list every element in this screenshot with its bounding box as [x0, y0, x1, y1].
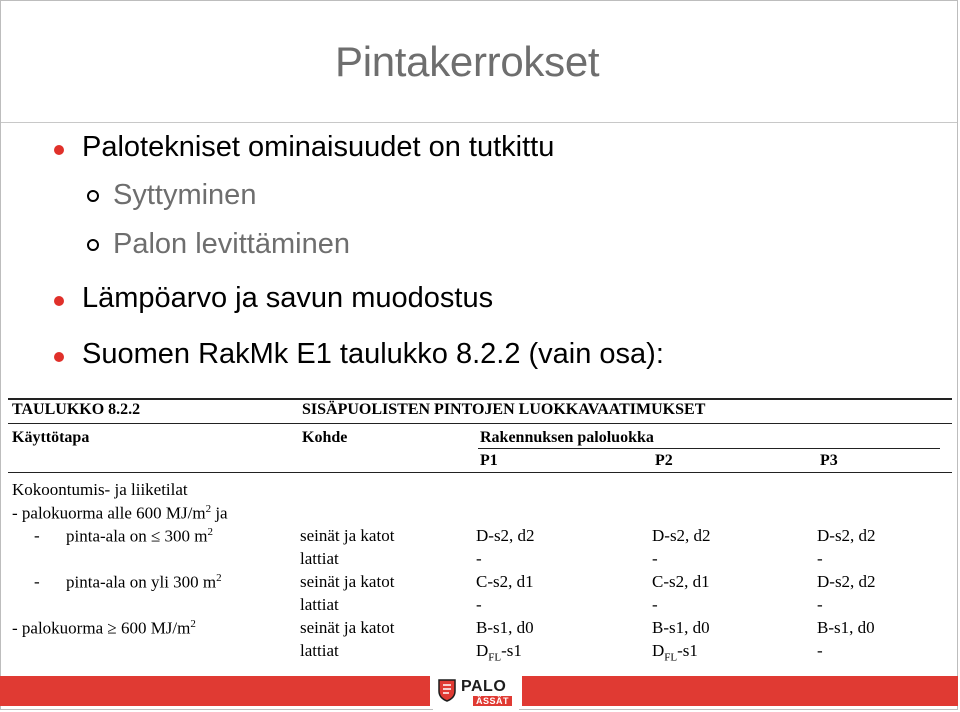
brand-name: PALO: [461, 678, 507, 695]
header-bottom-rule: [8, 472, 952, 473]
row-label: pinta-ala on yli 300 $m^2$: [66, 572, 222, 592]
footer-bar-right: [522, 676, 958, 706]
cell-value: -: [652, 595, 658, 614]
cell-value: -: [817, 595, 823, 614]
brand-subname: ÄSSÄT: [473, 696, 512, 706]
group-label: Kokoontumis- ja liiketilat: [12, 480, 188, 499]
row-label: - palokuorma ≥ 600 $MJ/m^2$: [12, 618, 196, 638]
cell-value: -: [817, 549, 823, 568]
cell-value: -: [476, 549, 482, 568]
cell-target: lattiat: [300, 641, 339, 660]
header-class-p3: P3: [820, 452, 838, 469]
shield-icon: [437, 678, 457, 702]
title-divider: [1, 122, 957, 123]
row-dash: -: [34, 526, 40, 545]
bullet-text: Palotekniset ominaisuudet on tutkittu: [82, 131, 555, 163]
cell-value: B-s1, d0: [652, 618, 710, 637]
cell-value: B-s1, d0: [817, 618, 875, 637]
bullet-text: Suomen RakMk E1 taulukko 8.2.2 (vain osa):: [82, 338, 664, 370]
cell-value: D-s2, d2: [476, 526, 535, 545]
table-caption: SISÄPUOLISTEN PINTOJEN LUOKKAVAATIMUKSET: [302, 401, 706, 418]
row-dash: -: [34, 572, 40, 591]
table-caption-rule: [8, 423, 952, 424]
class-group-rule: [478, 448, 940, 449]
cell-value: B-s1, d0: [476, 618, 534, 637]
cell-target: lattiat: [300, 549, 339, 568]
row-label: pinta-ala on ≤ 300 $m^2$: [66, 526, 214, 546]
table-id: TAULUKKO 8.2.2: [12, 401, 141, 418]
sub-bullet-ring-icon: [87, 239, 99, 251]
cell-value: D-s2, d2: [817, 572, 876, 591]
table-top-rule: [8, 398, 952, 400]
cell-value: D-s2, d2: [652, 526, 711, 545]
bullet-item: [82, 131, 554, 164]
cell-target: seinät ja katot: [300, 618, 395, 637]
cell-value: C-s2, d1: [476, 572, 534, 591]
bullet-dot-icon: [54, 296, 64, 306]
brand-logo: [433, 672, 519, 710]
cell-value: $D_{FL}-s1$: [652, 641, 698, 664]
cell-value: D-s2, d2: [817, 526, 876, 545]
header-class-group: Rakennuksen paloluokka: [480, 429, 654, 446]
cell-target: seinät ja katot: [300, 572, 395, 591]
cell-value: -: [652, 549, 658, 568]
bullet-dot-icon: [54, 352, 64, 362]
slide-title: Pintakerrokset: [335, 38, 600, 85]
footer-bar-left: [0, 676, 430, 706]
group-label-load: - palokuorma alle 600 $MJ/m^2$ ja: [12, 503, 228, 523]
header-class-p2: P2: [655, 452, 673, 469]
sub-bullet-item: [113, 228, 350, 261]
header-use: Käyttötapa: [12, 429, 90, 446]
cell-target: seinät ja katot: [300, 526, 395, 545]
bullet-dot-icon: [54, 145, 64, 155]
sub-bullet-item: [113, 179, 256, 212]
bullet-item: [82, 282, 493, 315]
sub-bullet-text: Syttyminen: [113, 179, 257, 211]
requirements-table: [0, 392, 958, 664]
cell-value: $D_{FL}-s1$: [476, 641, 522, 664]
cell-target: lattiat: [300, 595, 339, 614]
header-target: Kohde: [302, 429, 348, 446]
cell-value: -: [817, 641, 823, 660]
sub-bullet-text: Palon levittäminen: [113, 228, 350, 260]
bullet-text: Lämpöarvo ja savun muodostus: [82, 282, 494, 314]
bullet-item: [82, 338, 664, 371]
cell-value: -: [476, 595, 482, 614]
header-class-p1: P1: [480, 452, 498, 469]
cell-value: C-s2, d1: [652, 572, 710, 591]
sub-bullet-ring-icon: [87, 190, 99, 202]
